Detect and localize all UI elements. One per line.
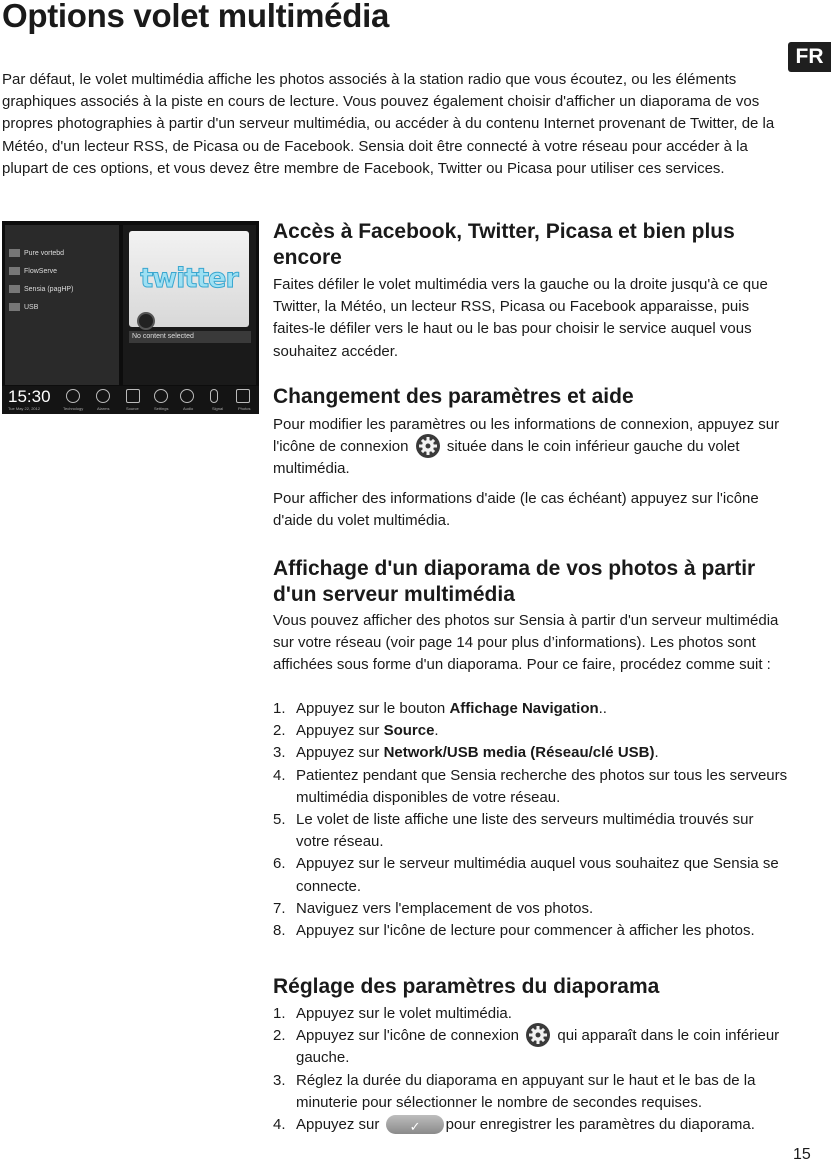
section-title: Accès à Facebook, Twitter, Picasa et bien plus encore — [273, 220, 735, 269]
list-item: 1. Appuyez sur le volet multimédia. — [273, 1005, 512, 1022]
list-item: 8. Appuyez sur l'icône de lecture pour commencer à afficher les photos. — [273, 922, 755, 940]
checkmark-icon: ✓ — [409, 1118, 421, 1134]
page-title: Options volet multimédia — [2, 0, 390, 34]
status-bar: No content selected — [129, 331, 251, 343]
list-item: 2. Appuyez sur l'icône de connexion qui apparaît dans le coin inférieur gauche. — [273, 1025, 788, 1069]
section-paragraph: Pour modifier les paramètres ou les informations de connexion, appuyez sur l'icône de connexion située dans le coin inférieur gauche du volet multimédia. — [273, 416, 780, 478]
list-item: 7. Naviguez vers l'emplacement de vos photos. — [273, 899, 594, 917]
section-paragraph: Pour afficher des informations d'aide (le cas échéant) appuyez sur l'icône d'aide du volet multimédia. — [273, 490, 759, 530]
clock-date: Tue May 22, 2012 — [8, 406, 41, 411]
section-title: Changement des paramètres et aide — [273, 385, 634, 408]
alarm-icon — [96, 389, 110, 403]
device-screenshot — [2, 221, 259, 414]
list-item: 3. Réglez la durée du diaporama en appuyant sur le haut et le bas de la minuterie pour sélectionner le nombre de secondes requises. — [273, 1071, 756, 1111]
gear-icon — [525, 1022, 551, 1048]
section-paragraph: Faites défiler le volet multimédia vers la gauche ou la droite jusqu'à ce que Twitter, la Météo, un lecteur RSS, Picasa ou Facebook apparaisse, puis faites-le défiler vers le haut ou le bas pour choisir le service auquel vous souhaitez accéder. — [273, 276, 768, 360]
list-item: 4. Patientez pendant que Sensia recherche des photos sur tous les serveurs multimédia disponibles de votre réseau. — [273, 766, 788, 806]
nav-label: Signal — [212, 406, 224, 411]
nav-label: Photos — [238, 406, 251, 411]
settings-icon — [137, 312, 155, 330]
nav-label: Source — [126, 406, 139, 411]
page-number: 15 — [793, 1146, 811, 1163]
section-title: Réglage des paramètres du diaporama — [273, 975, 660, 998]
intro-paragraph: Par défaut, le volet multimédia affiche les photos associés à la station radio que vous écoutez, ou les éléments graphiques associés à la piste en cours de lecture. Vous pouvez également choisir d'afficher un diaporama de vos propres photographies à partir d'un serveur multimédia, ou accéder à du contenu Internet provenant de Twitter, de la Météo, d'un lecteur RSS, de Picasa ou de Facebook. Sensia doit être connecté à votre réseau pour accéder à la plupart de ces options, et vous devez être membre de Facebook, Twitter ou Picasa pour utiliser ces services. — [2, 71, 775, 177]
media-pane — [123, 225, 256, 385]
list-item: 6. Appuyez sur le serveur multimédia auquel vous souhaitez que Sensia se connecte. — [273, 855, 779, 895]
confirm-button-icon — [386, 1115, 444, 1134]
steps-list — [273, 1003, 788, 1136]
signal-icon — [210, 389, 218, 403]
nav-label: Settings — [154, 406, 169, 411]
bottom-nav-bar — [2, 386, 259, 414]
list-item: 2. Appuyez sur Source. — [273, 722, 439, 740]
settings-icon — [154, 389, 168, 403]
nav-label: Audio — [183, 406, 194, 411]
nav-label: Technology — [63, 406, 84, 411]
list-item: 3. Appuyez sur Network/USB media (Réseau/clé USB). — [273, 744, 659, 762]
gear-icon — [415, 433, 441, 459]
nav-label: Alarms — [97, 406, 110, 411]
source-item: Pure vortebd — [9, 247, 64, 261]
source-list-pane — [5, 225, 119, 385]
twitter-card — [129, 231, 249, 327]
section-paragraph: Vous pouvez afficher des photos sur Sensia à partir d'un serveur multimédia sur votre réseau (voir page 14 pour plus d’informations). Les photos sont affichées sous forme d'un diaporama. Pour ce faire, procédez comme suit : — [273, 612, 779, 674]
clock: 15:30 — [8, 387, 51, 406]
section-title: Affichage d'un diaporama de vos photos à partir d'un serveur multimédia — [273, 557, 756, 606]
photos-icon — [236, 389, 250, 403]
list-item: 1. Appuyez sur le bouton Affichage Navigation.. — [273, 700, 607, 717]
list-item: 5. Le volet de liste affiche une liste des serveurs multimédia trouvés sur votre réseau. — [273, 811, 754, 851]
source-item: FlowServe — [9, 265, 57, 279]
list-item: 4. Appuyez sur ✓ pour enregistrer les paramètres du diaporama. — [273, 1114, 788, 1136]
technology-icon — [66, 389, 80, 403]
audio-icon — [180, 389, 194, 403]
source-item: Sensia (pagHP) — [9, 283, 73, 297]
source-item: USB — [9, 301, 38, 315]
source-icon — [126, 389, 140, 403]
language-badge: FR — [788, 42, 831, 72]
steps-list — [273, 698, 788, 942]
twitter-logo: twitter — [140, 263, 238, 294]
